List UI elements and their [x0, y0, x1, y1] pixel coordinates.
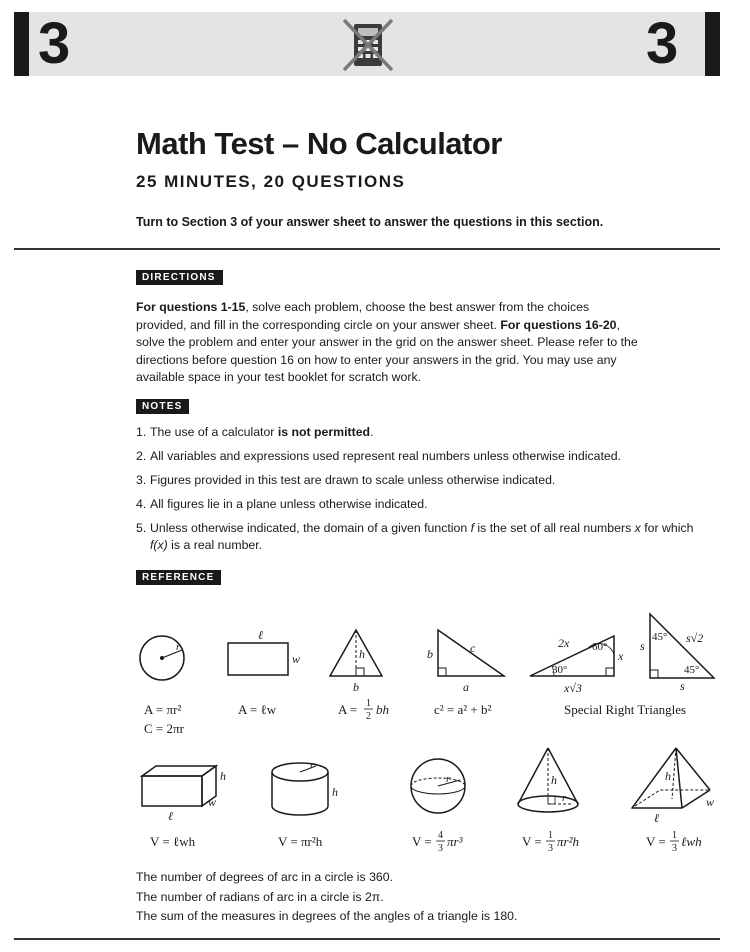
pyramid-w-label: w	[706, 795, 715, 809]
pythagorean-formula: c² = a² + b²	[434, 702, 492, 717]
sphere-formula-pre: V =	[412, 834, 432, 849]
cone-r-label: r	[562, 792, 567, 804]
box-figure	[142, 766, 226, 849]
cone-h-label: h	[551, 773, 557, 787]
cylinder-h-label: h	[332, 785, 338, 799]
fact-line: The number of radians of arc in a circle is 2π.	[136, 889, 384, 904]
note-item	[136, 472, 696, 489]
circle-figure	[140, 636, 185, 736]
pyramid-l-label: ℓ	[654, 811, 659, 825]
rectangle-area-formula: A = ℓw	[238, 702, 277, 717]
triangle-frac-num: 1	[366, 698, 371, 709]
bottom-divider	[14, 938, 720, 940]
special-triangles-caption: Special Right Triangles	[564, 702, 687, 717]
circle-circumference-formula: C = 2πr	[144, 721, 184, 736]
triangle-area-formula-post: bh	[376, 702, 389, 717]
section-number-left: 3	[38, 11, 71, 76]
special-s-root2-label: s√2	[686, 631, 704, 645]
special-30-label: 30°	[552, 664, 568, 676]
directions-q1-bold: For questions 1-15	[136, 300, 246, 314]
pyramid-formula-post: ℓwh	[681, 834, 702, 849]
special-s-left-label: s	[640, 639, 645, 653]
rectangle-figure	[228, 628, 300, 717]
cone-formula-post: πr²h	[557, 834, 579, 849]
box-volume-formula: V = ℓwh	[150, 834, 196, 849]
note-number: 3.	[136, 473, 147, 487]
special-s-bottom-label: s	[680, 679, 685, 693]
cone-frac-num: 1	[548, 830, 553, 841]
page-title: Math Test – No Calculator	[136, 126, 502, 161]
directions-q2-bold: For questions 16-20	[500, 317, 617, 332]
note-text: The use of a calculator	[150, 425, 278, 439]
page-subtitle: 25 MINUTES, 20 QUESTIONS	[136, 172, 406, 191]
circle-area-formula: A = πr²	[144, 702, 182, 717]
section-bar-left	[14, 12, 29, 76]
special-2x-label: 2x	[558, 636, 570, 650]
note-text: .	[370, 425, 374, 439]
fact-line: The number of degrees of arc in a circle is 360.	[136, 870, 393, 884]
note-text: is the set of all real numbers	[474, 521, 635, 535]
reference-facts	[136, 868, 517, 927]
box-w-label: w	[208, 795, 217, 809]
reference-label: REFERENCE	[136, 570, 221, 585]
special-45-bottom-label: 45°	[684, 664, 700, 676]
note-number: 4.	[136, 497, 147, 511]
special-x-root3-label: x√3	[564, 681, 582, 695]
cone-figure	[518, 748, 579, 854]
sphere-r-label: r	[446, 773, 451, 785]
note-text: for which	[640, 521, 694, 535]
note-var: f	[470, 521, 475, 535]
rectangle-w-label: w	[292, 652, 301, 666]
section-instruction: Turn to Section 3 of your answer sheet to answer the questions in this section.	[136, 215, 604, 229]
right-triangle-figure	[427, 630, 504, 717]
notes-label: NOTES	[136, 399, 189, 414]
triangle-h-label: h	[359, 647, 365, 661]
pyramid-figure	[632, 748, 714, 854]
section-bar-right	[705, 12, 720, 76]
pyramid-frac-num: 1	[672, 830, 677, 841]
special-triangle-30-60-90	[530, 636, 624, 695]
note-number: 5.	[136, 521, 147, 535]
cylinder-volume-formula: V = πr²h	[278, 834, 323, 849]
sphere-frac-num: 4	[438, 830, 443, 841]
cone-formula-pre: V =	[522, 834, 542, 849]
note-var: f(x)	[150, 538, 168, 552]
directions-label: DIRECTIONS	[136, 270, 223, 285]
sphere-frac-den: 3	[438, 843, 443, 854]
special-45-top-label: 45°	[652, 631, 668, 643]
triangle-frac-den: 2	[366, 711, 371, 722]
triangle-area-formula-pre: A =	[338, 702, 358, 717]
note-item	[136, 520, 696, 554]
note-text: is a real number.	[167, 538, 263, 552]
note-bold: is not permitted	[277, 425, 371, 439]
note-number: 1.	[136, 425, 147, 439]
triangle-b-label: b	[353, 680, 359, 694]
right-triangle-a-label: a	[463, 680, 469, 694]
cone-frac-den: 3	[548, 843, 553, 854]
special-x-label: x	[618, 649, 624, 663]
directions-text	[136, 299, 641, 387]
section-number-right: 3	[646, 11, 679, 76]
circle-r-label: r	[176, 641, 181, 653]
note-text: Figures provided in this test are drawn to scale unless otherwise indicated.	[150, 473, 556, 487]
directions-q1-text: , solve each problem, choose the best answer from the choices provided, and fill in the corresponding circle on your answer sheet.	[136, 300, 590, 332]
note-text: All variables and expressions used represent real numbers unless otherwise indicated.	[150, 449, 621, 463]
no-calculator-icon	[338, 16, 398, 74]
right-triangle-c-label: c	[470, 641, 476, 655]
cylinder-r-label: r	[310, 759, 315, 771]
note-text: Unless otherwise indicated, the domain of a given function	[150, 521, 471, 535]
fact-line: The sum of the measures in degrees of the angles of a triangle is 180.	[136, 909, 518, 923]
pyramid-frac-den: 3	[672, 843, 677, 854]
special-60-label: 60°	[592, 641, 608, 653]
cylinder-figure	[272, 759, 338, 849]
note-item	[136, 448, 696, 465]
right-triangle-b-label: b	[427, 647, 433, 661]
pyramid-formula-pre: V =	[646, 834, 666, 849]
note-item	[136, 496, 696, 513]
sphere-formula-post: πr³	[447, 834, 463, 849]
top-divider	[14, 248, 720, 250]
directions-q2-text: , solve the problem and enter your answer in the grid on the answer sheet. Please refer to the directions before question 16 on how to enter your answers in the grid. You may use any available space in your test booklet for scratch work.	[136, 317, 638, 385]
rectangle-l-label: ℓ	[258, 628, 263, 642]
note-text: All figures lie in a plane unless otherwise indicated.	[150, 497, 428, 511]
box-l-label: ℓ	[168, 809, 173, 823]
note-var: x	[634, 521, 641, 535]
triangle-figure	[330, 630, 389, 722]
note-number: 2.	[136, 449, 147, 463]
note-item	[136, 424, 696, 441]
reference-figures	[120, 600, 730, 860]
box-h-label: h	[220, 769, 226, 783]
sphere-figure	[411, 759, 465, 854]
pyramid-h-label: h	[665, 769, 671, 783]
special-triangle-45-45-90	[640, 614, 714, 693]
